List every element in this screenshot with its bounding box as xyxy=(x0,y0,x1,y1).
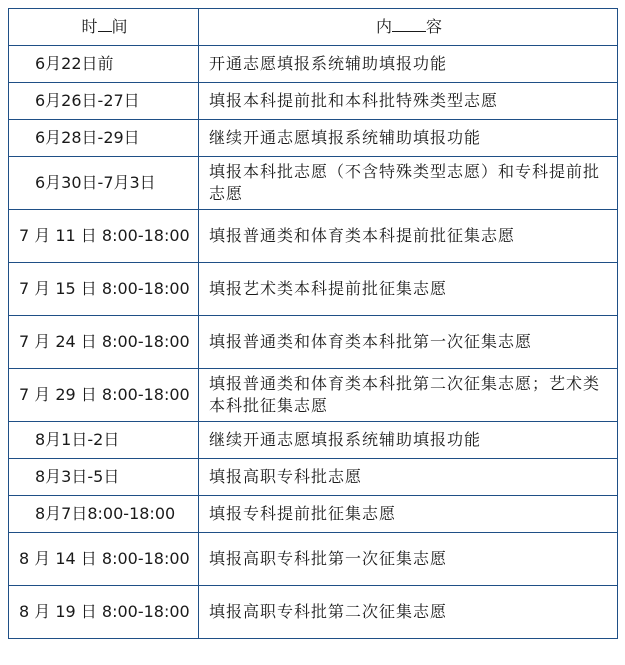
table-row xyxy=(9,496,618,533)
time-cell: 7 月 24 日 8:00-18:00 xyxy=(9,316,199,369)
table-row xyxy=(9,263,618,316)
time-cell: 6月30日-7月3日 xyxy=(9,157,199,210)
table-row xyxy=(9,459,618,496)
time-cell: 8月1日-2日 xyxy=(9,422,199,459)
header-time xyxy=(9,9,199,46)
table-row xyxy=(9,533,618,586)
content-cell: 填报普通类和体育类本科提前批征集志愿 xyxy=(199,210,618,263)
table-row xyxy=(9,586,618,639)
time-cell: 6月22日前 xyxy=(9,46,199,83)
content-cell: 填报本科提前批和本科批特殊类型志愿 xyxy=(199,83,618,120)
table-row xyxy=(9,422,618,459)
table-row xyxy=(9,157,618,210)
header-content-right: 容 xyxy=(426,17,443,36)
time-cell: 6月26日-27日 xyxy=(9,83,199,120)
time-cell: 8 月 19 日 8:00-18:00 xyxy=(9,586,199,639)
table-row xyxy=(9,210,618,263)
header-time-right: 间 xyxy=(111,17,128,36)
content-cell: 填报高职专科批第二次征集志愿 xyxy=(199,586,618,639)
schedule-table xyxy=(8,8,618,639)
time-cell: 7 月 11 日 8:00-18:00 xyxy=(9,210,199,263)
content-cell: 填报高职专科批第一次征集志愿 xyxy=(199,533,618,586)
time-cell: 7 月 29 日 8:00-18:00 xyxy=(9,369,199,422)
time-cell: 7 月 15 日 8:00-18:00 xyxy=(9,263,199,316)
header-content-gap xyxy=(392,31,426,32)
header-content-left: 内 xyxy=(375,17,392,36)
header-content xyxy=(199,9,618,46)
time-cell: 8月7日8:00-18:00 xyxy=(9,496,199,533)
time-cell: 8月3日-5日 xyxy=(9,459,199,496)
table-row xyxy=(9,316,618,369)
header-time-gap xyxy=(98,31,112,32)
table-header-row xyxy=(9,9,618,46)
content-cell: 填报普通类和体育类本科批第二次征集志愿；艺术类本科批征集志愿 xyxy=(199,369,618,422)
time-cell: 8 月 14 日 8:00-18:00 xyxy=(9,533,199,586)
content-cell: 填报本科批志愿（不含特殊类型志愿）和专科提前批志愿 xyxy=(199,157,618,210)
content-cell: 开通志愿填报系统辅助填报功能 xyxy=(199,46,618,83)
table-row xyxy=(9,120,618,157)
content-cell: 填报高职专科批志愿 xyxy=(199,459,618,496)
content-cell: 继续开通志愿填报系统辅助填报功能 xyxy=(199,422,618,459)
content-cell: 填报艺术类本科提前批征集志愿 xyxy=(199,263,618,316)
content-cell: 继续开通志愿填报系统辅助填报功能 xyxy=(199,120,618,157)
content-cell: 填报专科提前批征集志愿 xyxy=(199,496,618,533)
table-row xyxy=(9,83,618,120)
table-row xyxy=(9,46,618,83)
content-cell: 填报普通类和体育类本科批第一次征集志愿 xyxy=(199,316,618,369)
header-time-left: 时 xyxy=(81,17,98,36)
table-row xyxy=(9,369,618,422)
time-cell: 6月28日-29日 xyxy=(9,120,199,157)
